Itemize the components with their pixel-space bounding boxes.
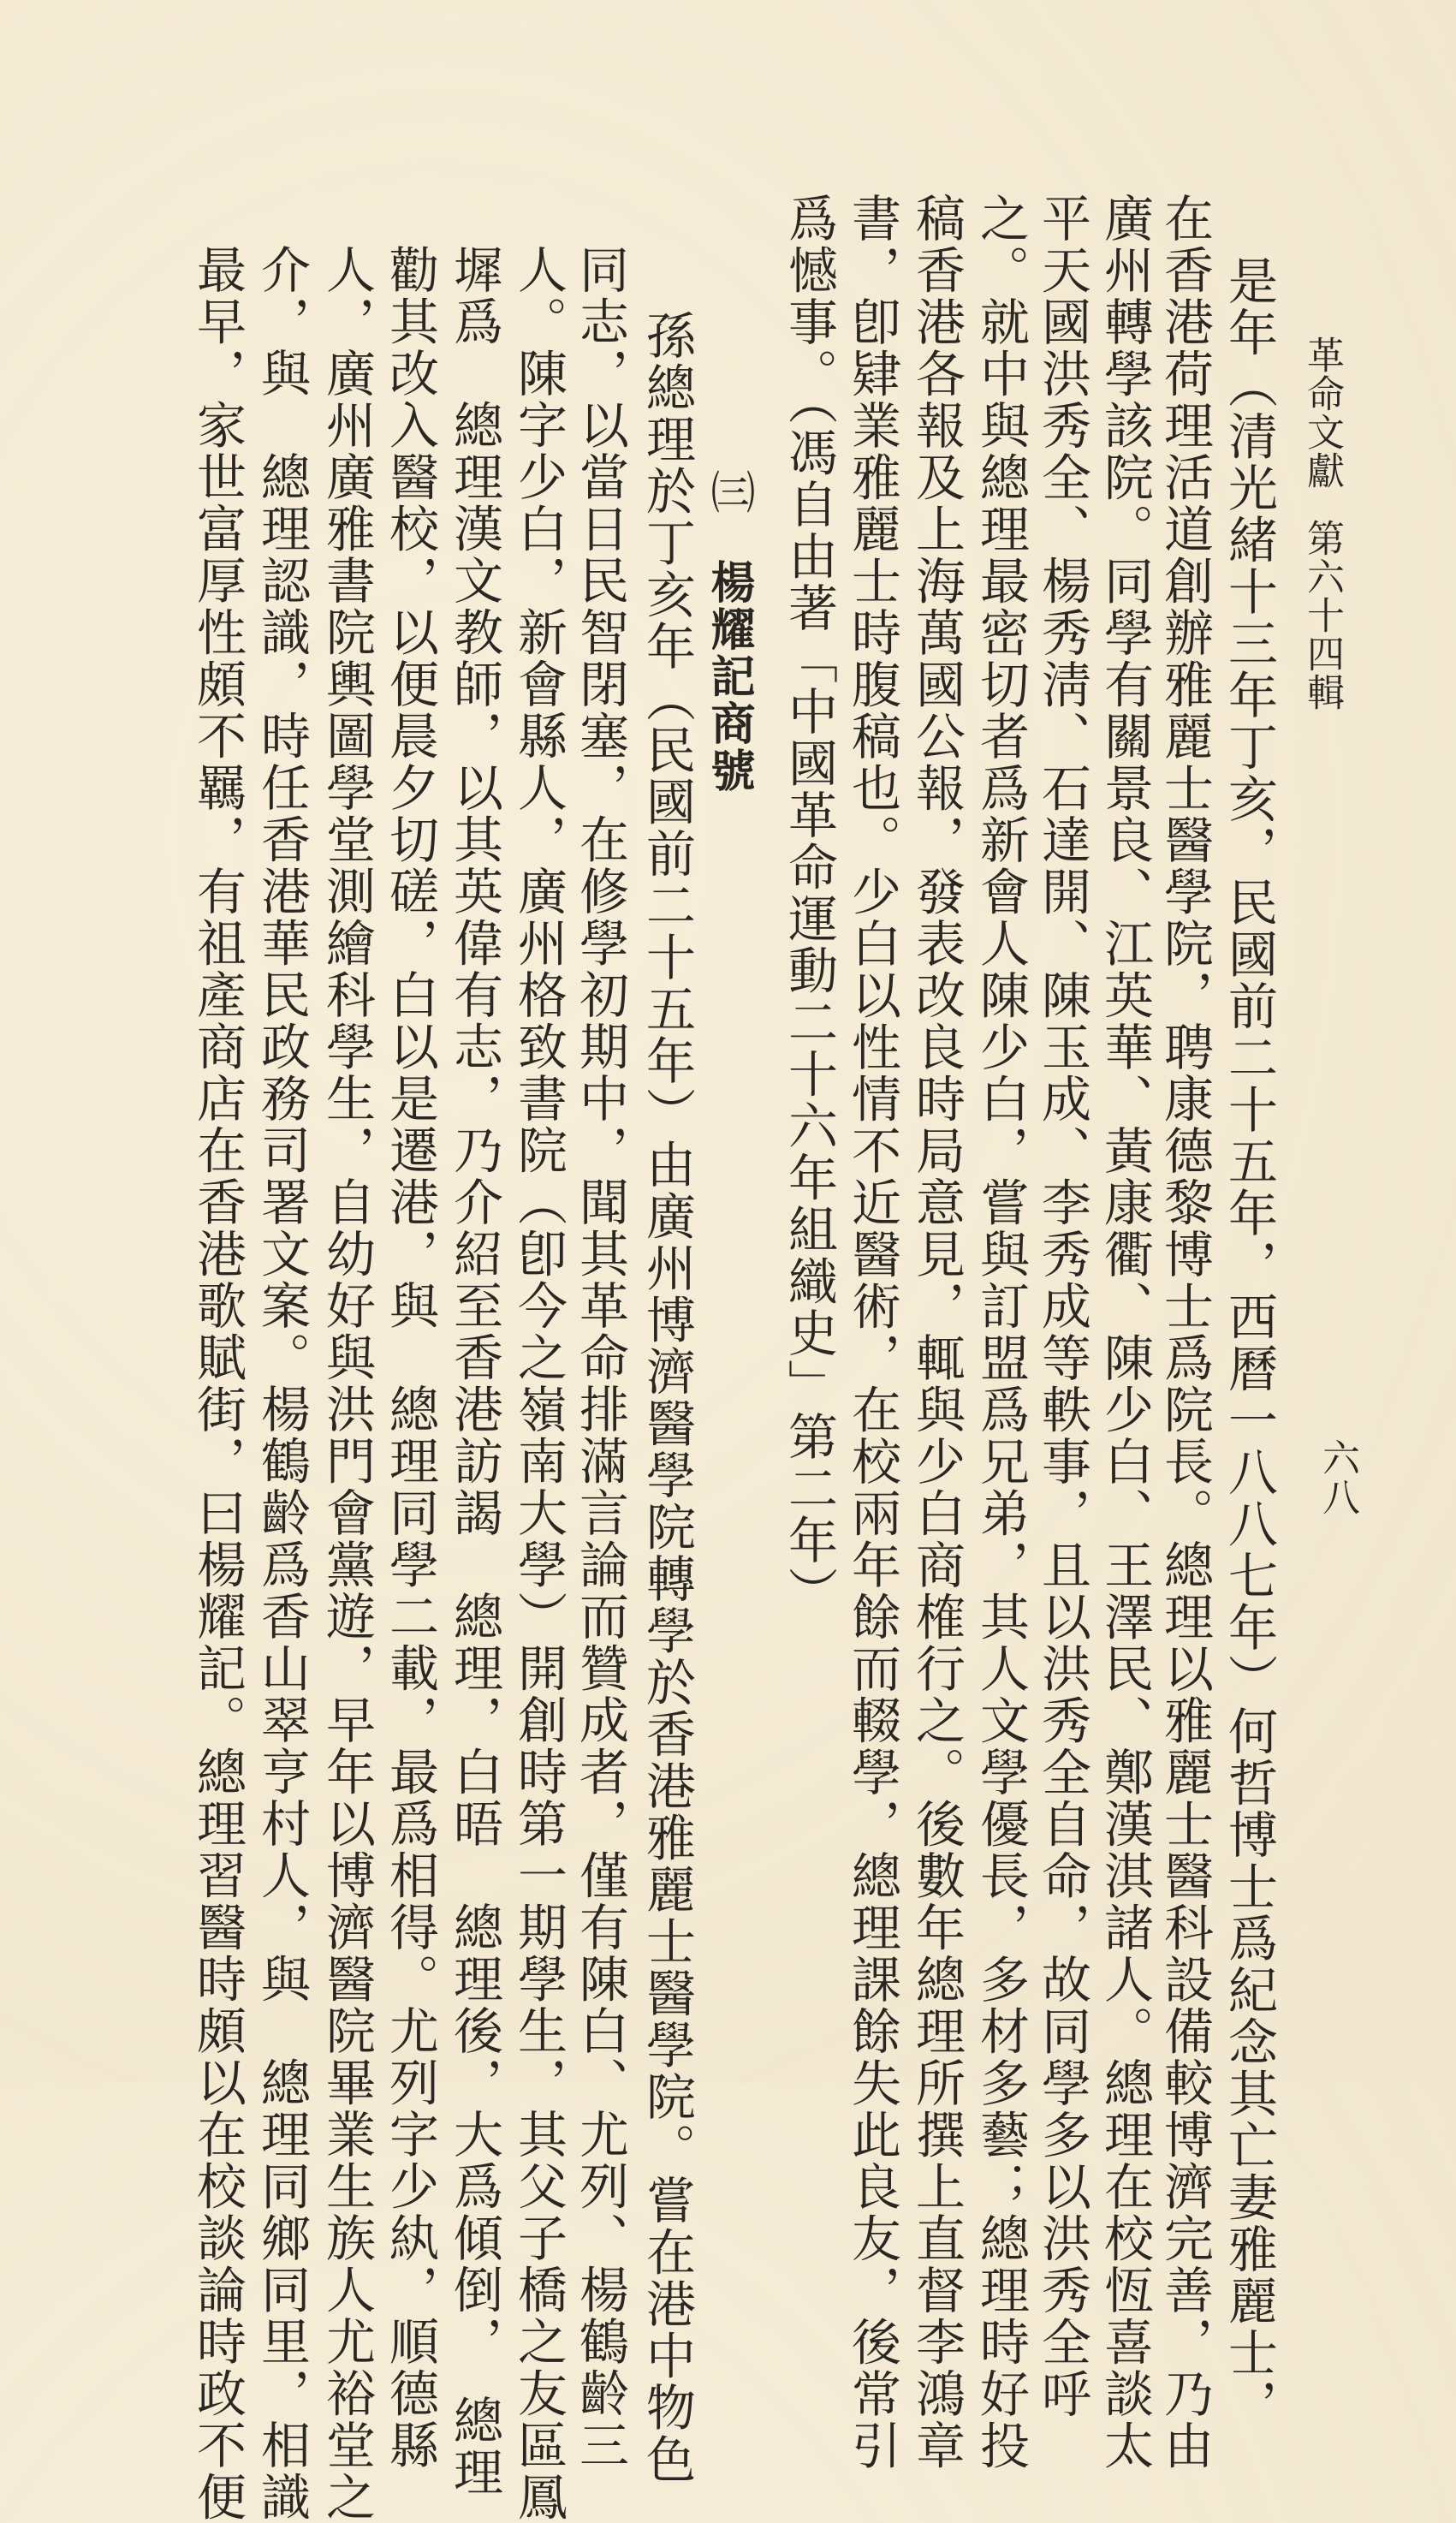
text-column: 人。陳字少白，新會縣人，廣州格致書院（卽今之嶺南大學）開創時第一期學生，其父子橋之友區鳳	[509, 244, 568, 2523]
section-title: 楊耀記商號	[703, 559, 755, 794]
page-number: 六八	[1316, 1438, 1359, 1517]
text-column: 平天國洪秀全、楊秀淸、石達開、陳玉成、李秀成等軼事，且以洪秀全自命，故同學多以洪秀全呼	[1033, 193, 1091, 2420]
text-column: 書，卽肄業雅麗士時腹稿也。少白以性情不近醫術，在校兩年餘而輟學，總理課餘失此良友，後常引	[843, 193, 901, 2472]
text-column: 之。就中與總理最密切者爲新會人陳少白，嘗與訂盟爲兄弟，其人文學優長，多材多藝；總理時好投	[972, 193, 1030, 2472]
text-column: 介，與 總理認識，時任香港華民政務司署文案。楊鶴齡爲香山翠亨村人，與 總理同鄉同里，相識	[253, 244, 311, 2523]
running-header	[1300, 336, 1344, 711]
text-column: 是年（清光緒十三年丁亥，民國前二十五年，西曆一八八七年）何哲博士爲紀念其亡妻雅麗士，	[1220, 255, 1278, 2431]
text-column: 在香港荷理活道創辦雅麗士醫學院，聘康德黎博士爲院長。總理以雅麗士醫科設備較博濟完善，乃由	[1156, 193, 1214, 2472]
book-title: 革命文獻	[1300, 336, 1344, 490]
text-column: 勸其改入醫校，以便晨夕切磋，白以是遷港，與 總理同學二載，最爲相得。尤列字少紈，順德縣	[381, 244, 439, 2472]
section-number: ㈢	[703, 469, 754, 516]
text-column: 孫總理於丁亥年（民國前二十五年）由廣州博濟醫學院轉學於香港雅麗士醫學院。嘗在港中物色	[638, 310, 696, 2485]
text-column: 人，廣州廣雅書院輿圖學堂測繪科學生，自幼好與洪門會黨遊，早年以博濟醫院畢業生族人尤裕堂之	[318, 244, 376, 2523]
section-heading	[703, 469, 755, 794]
text-column: 最早，家世富厚性頗不羈，有祖產商店在香港歌賦街，曰楊耀記。總理習醫時頗以在校談論時政不便	[188, 244, 247, 2523]
text-column: 墀爲 總理漢文教師，以其英偉有志，乃介紹至香港訪謁 總理，白晤 總理後，大爲傾倒， 總理	[445, 244, 503, 2498]
text-column: 廣州轉學該院。同學有關景良、江英華、黃康衢、陳少白、王澤民、鄭漢淇諸人。總理在校恆喜談太	[1096, 193, 1154, 2472]
volume-label: 第六十四輯	[1300, 519, 1344, 711]
text-column: 爲憾事。（馮自由著「中國革命運動二十六年組織史」第二年）	[780, 193, 838, 1618]
text-column: 同志，以當日民智閉塞，在修學初期中，聞其革命排滿言論而贊成者，僅有陳白、尤列、楊鶴齡三	[571, 244, 629, 2472]
text-column: 稿香港各報及上海萬國公報，發表改良時局意見，輒與少白商榷行之。後數年總理所撰上直督李鴻章	[907, 193, 966, 2472]
